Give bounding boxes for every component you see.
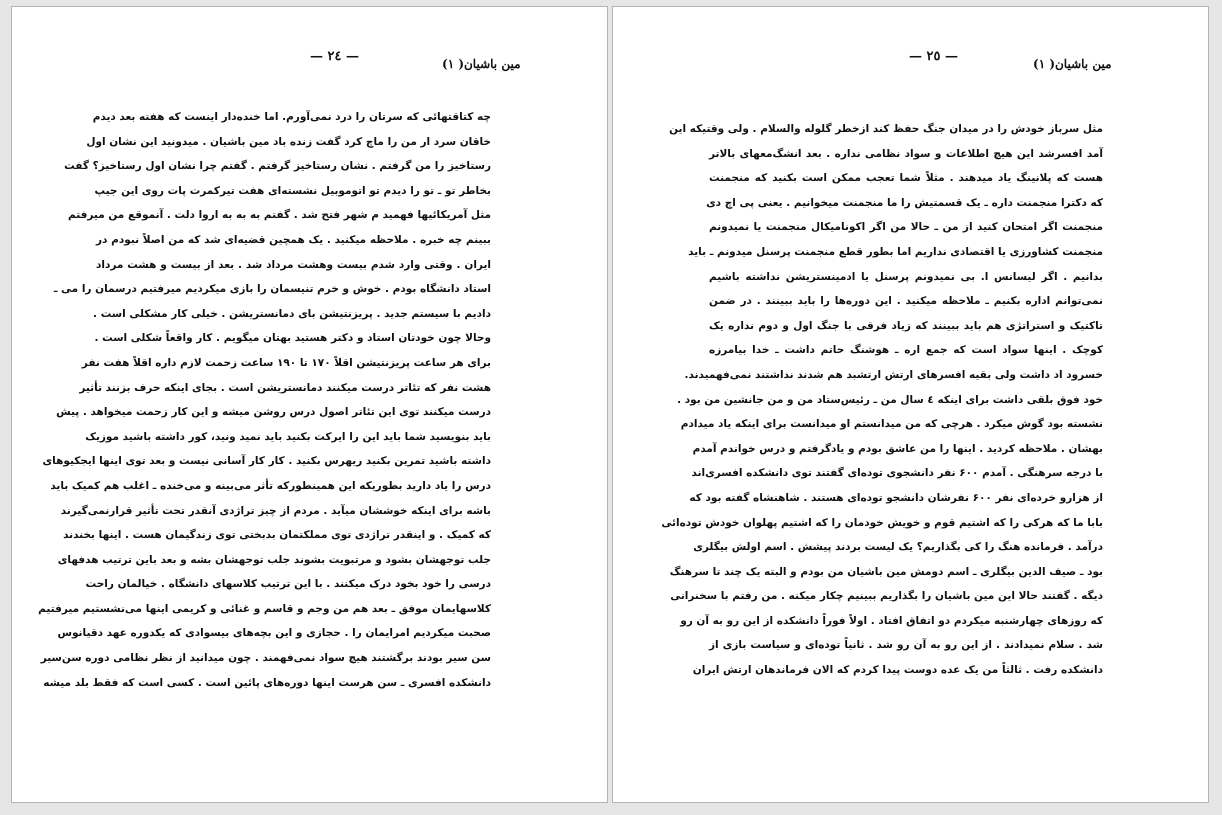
text-line: کوچک . اینها سواد است که جمع اره ـ هوشنگ حاتم داشت ـ خدا بیامرزه [709, 344, 1103, 357]
text-line: کلاسهایمان موفق ـ بعد هم من وجم و قاسم و غنائی و کریمی اینها می‌نشستیم میرفتیم [38, 602, 491, 615]
text-line: دادیم با سیستم جدید . پریزنتیشن بای دمانستریشن . خیلی کار مشکلی است . [93, 307, 491, 320]
page-header-title: مین باشیان( ۱) [1033, 57, 1112, 71]
text-line: شد . سلام نمیدادند . از این رو به آن رو شد . ثانیاً توده‌ای و سیاست بازی از [709, 639, 1103, 652]
text-line: هشت نفر که تئاتر درست میکنند دمانستریشن است . بجای اینکه حرف بزنند تأثیر [79, 381, 491, 394]
text-line: نشسته بود گوش میکرد . هرچی که من میدانستم او میدانست برای اینکه یاد میدادم [680, 418, 1103, 431]
text-line: نمی‌توانم اداره بکنیم ـ ملاحظه میکنید . این دوره‌ها را باید ببینند . در ضمن [709, 295, 1103, 308]
page-number: — ٢٥ — [909, 49, 959, 64]
text-line: درسی را خود بخود درک میکنند . با این ترتیب کلاسهای دانشگاه . خیالمان راحت [85, 578, 491, 591]
text-line: دانشکده افسری ـ سن هرست اینها دوره‌های پائین است . کسی است که فقط بلد میشه [43, 676, 491, 689]
text-line: منجمنت اگر امتحان کنید از من ـ حالا من اگر اکونامیکال منجمنت یا نمیدونم [709, 221, 1103, 234]
text-line: درس را یاد دارید بطوریکه این همینطورکه تأثر می‌بینه و می‌خنده ـ اغلب هم کمیک باید [50, 479, 491, 492]
text-line: باید بنویسید شما باید این را ایرکت بکنید باید نمید ونید، کور داشته باشید موزیک [85, 430, 491, 443]
text-line: مثل سرباز خودش را در میدان جنگ حفظ کند ازخطر گلوله والسلام . ولی وقتیکه این [669, 123, 1103, 135]
text-line: جلب توجهشان بشود و مرتبویت بشوند جلب توجهشان بشه و بعد باین ترتیب هدفهای [57, 553, 491, 566]
page-number: — ٢٤ — [310, 49, 360, 64]
page-body-text [38, 105, 491, 695]
page-24 [11, 6, 608, 803]
text-line: درست میکنند توی این تئاتر اصول درس روشن میشه و این کار زحمت میخواهد . پیش [56, 406, 491, 419]
text-line: خود فوق بلقی داشت برای اینکه ٤ سال من ـ رئیس‌ستاد من و من جانشین من بود . [677, 393, 1103, 406]
text-line: منجمنت کشاورزی یا اقتصادی نداریم اما بطور قطع منجمنت پرسنل میدونم ـ باید [688, 245, 1103, 258]
text-line: رستاخیز را من گرفتم . نشان رستاخیز گرفتم . گفتم چرا نشان اول رستاخیز؟ گفت [64, 160, 491, 173]
page-25 [612, 6, 1209, 803]
text-line: خاقان سرد ار من را ماچ کرد گفت زنده باد مین باشیان . میدونید این نشان اول [86, 135, 491, 148]
text-line: وحالا چون خودتان استاد و دکتر هستید بهتان میگویم . کار واقعاً شکلی است . [94, 332, 491, 345]
text-line: بود ـ صیف الدین بیگلری ـ اسم دومش مین باشیان من بودم و البته یک چند تا سرهنگ [669, 565, 1103, 578]
text-line: دیگه . گفتند حالا این مین باشیان را بگذاریم ببینیم چکار میکنه . من رفتم با سخنرانی [670, 590, 1103, 603]
text-line: با درجه سرهنگی . آمدم ۶۰۰ نفر دانشجوی توده‌ای گفتند توی دانشکده افسری‌اند [691, 467, 1103, 480]
text-line: که کمیک . و اینقدر تراژدی توی مملکتمان بدبختی توی زندگیمان هست . اینها بخندند [63, 529, 491, 542]
text-line: بدانیم . اگر لیسانس ا. بی نمیدونم پرسنل یا ادمینستریشن نداشته باشیم [709, 270, 1103, 283]
text-line: دانشکده رفت . ثالثاً من یک عده دوست پیدا کردم که الان فرماندهان ارتش ایران [692, 664, 1103, 677]
text-line: داشته باشید تمرین بکنید ریهرس بکنید . کار کار آسانی نیست و بعد توی اینها ایجکیوهای [42, 455, 491, 468]
page-body-text [661, 117, 1103, 683]
text-line: تاکتیک و استراتژی هم باید ببینند که زیاد فرقی با جنگ اول و دوم نداره یک [709, 319, 1103, 332]
text-line: که دکترا منجمنت داره ـ یک قسمتیش را ما منجمنت میخوانیم . یعنی پی اچ دی [706, 196, 1103, 209]
text-line: آمد افسرشد این هیچ اطلاعات و سواد نظامی نداره . بعد انشگ‌معهای بالاتر [709, 147, 1103, 160]
text-line: بهشان . ملاحظه کردید . اینها را من عاشق بودم و یادگرفتم و درس خواندم آمدم [692, 442, 1103, 455]
text-line: خسرود اد داشت ولی بقیه افسرهای ارتش ارتشبد هم شدند نداشتند نمی‌فهمیدند. [684, 368, 1103, 381]
text-line: بابا ما که هرکی را که اشتیم قوم و خویش خودمان را که اشتیم پهلوان خودش توده‌ائی [661, 516, 1103, 529]
text-line: که روزهای چهارشنبه میکردم دو اتفاق افتاد . اولاً فوراً دانشکده از این رو به آن رو [680, 614, 1103, 627]
text-line: درآمد . فرمانده هنگ را کی بگذاریم؟ یک لیست بردند پیشش . اسم اولش بیگلری [693, 541, 1103, 554]
text-line: بخاطر تو ـ تو را دیدم تو اتوموبیل نشسته‌ای هفت تیرکمرت پات روی این جیپ [94, 184, 491, 197]
text-line: ایران . وقتی وارد شدم بیست وهشت مرداد شد . بعد از بیست و هشت مرداد [96, 258, 491, 271]
text-line: ببینم چه خبره . ملاحظه میکنید . یک همچین قضیه‌ای شد که من اصلاً نبودم در [96, 233, 491, 246]
text-line: صحبت میکردیم امرایمان را . حجازی و این بچه‌های بیسوادی که یکدوره عهد دقیانوس [57, 627, 491, 640]
text-line: هست که پلانینگ یاد میدهند . مثلاً شما تعجب ممکن است بکنید که منجمنت [709, 172, 1103, 185]
text-line: از هزارو خرده‌ای نفر ۶۰۰ نفرشان دانشجو توده‌ای هستند . شاهنشاه گفته بود که [689, 491, 1103, 504]
text-line: باشه برای اینکه خوششان میآید . مردم از چیز تراژدی آنقدر تحت تأثیر قرارنمی‌گیرند [60, 504, 491, 517]
text-line: استاد دانشگاه بودم . خوش و خرم تنیسمان را بازی میکردیم میرفتیم درسمان را می ـ [53, 283, 491, 296]
text-line: چه کتاقتهائی که سرتان را درد نمی‌آورم. اما خنده‌دار اینست که هفته بعد دیدم [92, 111, 491, 123]
text-line: مثل آمریکائیها فهمید م شهر فتح شد . گفتم به به به اروا دلت . آنموقع من میرفتم [67, 209, 491, 222]
text-line: سن سیر بودند برگشتند هیچ سواد نمی‌فهمند . چون میدانید از نظر نظامی دوره سن‌سیر [40, 652, 491, 665]
text-line: برای هر ساعت پریزنتیشن اقلاً ۱۷۰ تا ۱۹۰ ساعت زحمت لازم داره اقلاً هفت نفر [81, 356, 491, 369]
page-header-title: مین باشیان( ۱) [442, 57, 521, 71]
